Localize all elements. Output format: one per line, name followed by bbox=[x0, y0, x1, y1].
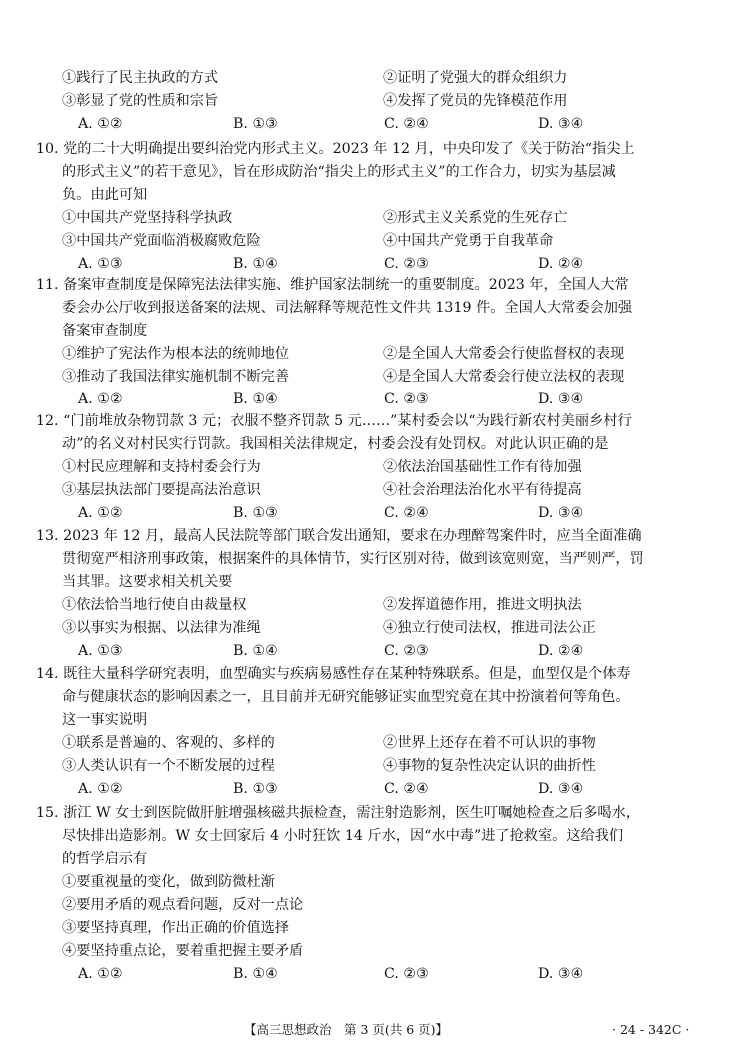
q12-choice-b: B. ①③ bbox=[233, 505, 278, 521]
q11-choice-a: A. ①② bbox=[78, 391, 123, 407]
q11-statements-row-2 bbox=[0, 367, 730, 387]
q12-statements-row-2 bbox=[0, 480, 730, 500]
q13-statements-row-1 bbox=[0, 595, 730, 615]
q12-choice-a: A. ①② bbox=[78, 505, 123, 521]
q9-statement-3: ③彰显了党的性质和宗旨 bbox=[62, 93, 219, 109]
q9-choice-b: B. ①③ bbox=[233, 116, 278, 132]
q10-statements-row-1 bbox=[0, 208, 730, 228]
q10-choice-a: A. ①③ bbox=[78, 256, 123, 272]
q13-stem-line-3: 当其罪。这要求相关机关要 bbox=[62, 574, 233, 590]
q13-choice-d: D. ②④ bbox=[538, 643, 584, 659]
q10-statement-4: ④中国共产党勇于自我革命 bbox=[383, 233, 554, 249]
q11-statement-3: ③推动了我国法律实施机制不断完善 bbox=[62, 369, 290, 385]
q11-choice-d: D. ③④ bbox=[538, 391, 584, 407]
q12-choices bbox=[0, 503, 730, 523]
q11-choice-b: B. ①④ bbox=[233, 391, 278, 407]
q10-stem-line-1: 10. 党的二十大明确提出要纠治党内形式主义。2023 年 12 月，中央印发了《关于防治“指尖上 bbox=[36, 141, 635, 157]
q13-statement-1: ①依法恰当地行使自由裁量权 bbox=[62, 597, 247, 613]
q12-stem-line-2: 动”的名义对村民实行罚款。我国相关法律规定，村委会没有处罚权。对此认识正确的是 bbox=[62, 436, 609, 452]
q13-choices bbox=[0, 641, 730, 661]
q11-stem-line-1: 11. 备案审查制度是保障宪法法律实施、维护国家法制统一的重要制度。2023 年，全国人大常 bbox=[36, 277, 629, 293]
q9-statement-1: ①践行了民主执政的方式 bbox=[62, 70, 219, 86]
q14-statement-2: ②世界上还存在着不可认识的事物 bbox=[383, 735, 596, 751]
q14-choice-c: C. ②④ bbox=[384, 781, 429, 797]
q13-statements-row-2 bbox=[0, 618, 730, 638]
q12-statement-4: ④社会治理法治化水平有待提高 bbox=[383, 482, 582, 498]
q13-choice-c: C. ②③ bbox=[384, 643, 429, 659]
q15-stem-line-2: 尽快排出造影剂。W 女士回家后 4 小时狂饮 14 斤水，因“水中毒”进了抢救室。这给我们 bbox=[62, 828, 624, 844]
q14-stem-line-3: 这一事实说明 bbox=[62, 712, 148, 728]
q9-statements-row-1 bbox=[0, 68, 730, 88]
q11-statement-1: ①维护了宪法作为根本法的统帅地位 bbox=[62, 346, 290, 362]
q9-choice-c: C. ②④ bbox=[384, 116, 429, 132]
q9-choice-d: D. ③④ bbox=[538, 116, 584, 132]
q15-statement-2: ②要用矛盾的观点看问题，反对一点论 bbox=[62, 897, 304, 913]
q9-statement-4: ④发挥了党员的先锋模范作用 bbox=[383, 93, 568, 109]
q9-statement-2: ②证明了党强大的群众组织力 bbox=[383, 70, 568, 86]
q12-statements-row-1 bbox=[0, 457, 730, 477]
q15-statement-4: ④要坚持重点论，要着重把握主要矛盾 bbox=[62, 943, 304, 959]
q10-statement-2: ②形式主义关系党的生死存亡 bbox=[383, 210, 568, 226]
q12-stem-line-1: 12. “门前堆放杂物罚款 3 元；衣服不整齐罚款 5 元……”某村委会以“为践行新农村美丽乡村行 bbox=[36, 413, 632, 429]
q11-choice-c: C. ②③ bbox=[384, 391, 429, 407]
q10-statement-1: ①中国共产党坚持科学执政 bbox=[62, 210, 233, 226]
q10-stem-line-2: 的形式主义”的若干意见》，旨在形成防治“指尖上的形式主义”的工作合力，切实为基层减 bbox=[62, 164, 616, 180]
q9-statements-row-2 bbox=[0, 91, 730, 111]
q10-choice-c: C. ②③ bbox=[384, 256, 429, 272]
q14-choices bbox=[0, 779, 730, 799]
q14-statements-row-1 bbox=[0, 733, 730, 753]
q10-stem-line-3: 负。由此可知 bbox=[62, 187, 148, 203]
q11-stem-line-2: 委会办公厅收到报送备案的法规、司法解释等规范性文件共 1319 件。全国人大常委会加强 bbox=[62, 300, 633, 316]
q14-choice-b: B. ①③ bbox=[233, 781, 278, 797]
q11-statement-2: ②是全国人大常委会行使监督权的表现 bbox=[383, 346, 625, 362]
page-footer bbox=[0, 1020, 730, 1040]
q14-stem-line-2: 命与健康状态的影响因素之一，且目前并无研究能够证实血型究竟在其中扮演着何等角色。 bbox=[62, 689, 630, 705]
q11-choices bbox=[0, 389, 730, 409]
q14-statements-row-2 bbox=[0, 756, 730, 776]
footer-code: · 24 - 342C · bbox=[612, 1022, 690, 1037]
q12-statement-2: ②依法治国基础性工作有待加强 bbox=[383, 459, 582, 475]
q11-statements-row-1 bbox=[0, 344, 730, 364]
q15-stem-line-3: 的哲学启示有 bbox=[62, 851, 148, 867]
q13-stem-line-2: 贯彻宽严相济刑事政策，根据案件的具体情节，实行区别对待，做到该宽则宽，当严则严，罚 bbox=[62, 551, 644, 567]
q10-statement-3: ③中国共产党面临消极腐败危险 bbox=[62, 233, 261, 249]
q14-choice-d: D. ③④ bbox=[538, 781, 584, 797]
q9-choice-a: A. ①② bbox=[78, 116, 123, 132]
q14-statement-1: ①联系是普遍的、客观的、多样的 bbox=[62, 735, 275, 751]
q15-choice-c: C. ②③ bbox=[384, 966, 429, 982]
q15-choice-b: B. ①④ bbox=[233, 966, 278, 982]
q14-choice-a: A. ①② bbox=[78, 781, 123, 797]
q10-choice-b: B. ①④ bbox=[233, 256, 278, 272]
q15-statement-1: ①要重视量的变化，做到防微杜渐 bbox=[62, 874, 275, 890]
q15-choices bbox=[0, 964, 730, 984]
q13-choice-b: B. ①④ bbox=[233, 643, 278, 659]
q15-choice-a: A. ①② bbox=[78, 966, 123, 982]
q10-statements-row-2 bbox=[0, 231, 730, 251]
q13-statement-4: ④独立行使司法权，推进司法公正 bbox=[383, 620, 596, 636]
q12-choice-d: D. ③④ bbox=[538, 505, 584, 521]
q13-stem-line-1: 13. 2023 年 12 月，最高人民法院等部门联合发出通知，要求在办理醉驾案件时，应当全面准确 bbox=[36, 528, 642, 544]
footer-page-info: 【高三思想政治 第 3 页(共 6 页)】 bbox=[244, 1022, 449, 1037]
q15-statement-3: ③要坚持真理，作出正确的价值选择 bbox=[62, 920, 290, 936]
q15-choice-d: D. ③④ bbox=[538, 966, 584, 982]
q14-stem-line-1: 14. 既往大量科学研究表明，血型确实与疾病易感性存在某种特殊联系。但是，血型仅是个体寿 bbox=[36, 666, 631, 682]
q14-statement-3: ③人类认识有一个不断发展的过程 bbox=[62, 758, 275, 774]
q10-choice-d: D. ②④ bbox=[538, 256, 584, 272]
q9-choices bbox=[0, 114, 730, 134]
q12-statement-3: ③基层执法部门要提高法治意识 bbox=[62, 482, 261, 498]
q11-statement-4: ④是全国人大常委会行使立法权的表现 bbox=[383, 369, 625, 385]
q15-stem-line-1: 15. 浙江 W 女士到医院做肝脏增强核磁共振检查，需注射造影剂，医生叮嘱她检查之后多喝水， bbox=[36, 805, 640, 821]
q10-choices bbox=[0, 254, 730, 274]
q13-statement-3: ③以事实为根据、以法律为准绳 bbox=[62, 620, 261, 636]
q13-statement-2: ②发挥道德作用，推进文明执法 bbox=[383, 597, 582, 613]
q13-choice-a: A. ①③ bbox=[78, 643, 123, 659]
q12-statement-1: ①村民应理解和支持村委会行为 bbox=[62, 459, 261, 475]
q11-stem-line-3: 备案审查制度 bbox=[62, 323, 148, 339]
q14-statement-4: ④事物的复杂性决定认识的曲折性 bbox=[383, 758, 596, 774]
q12-choice-c: C. ②④ bbox=[384, 505, 429, 521]
